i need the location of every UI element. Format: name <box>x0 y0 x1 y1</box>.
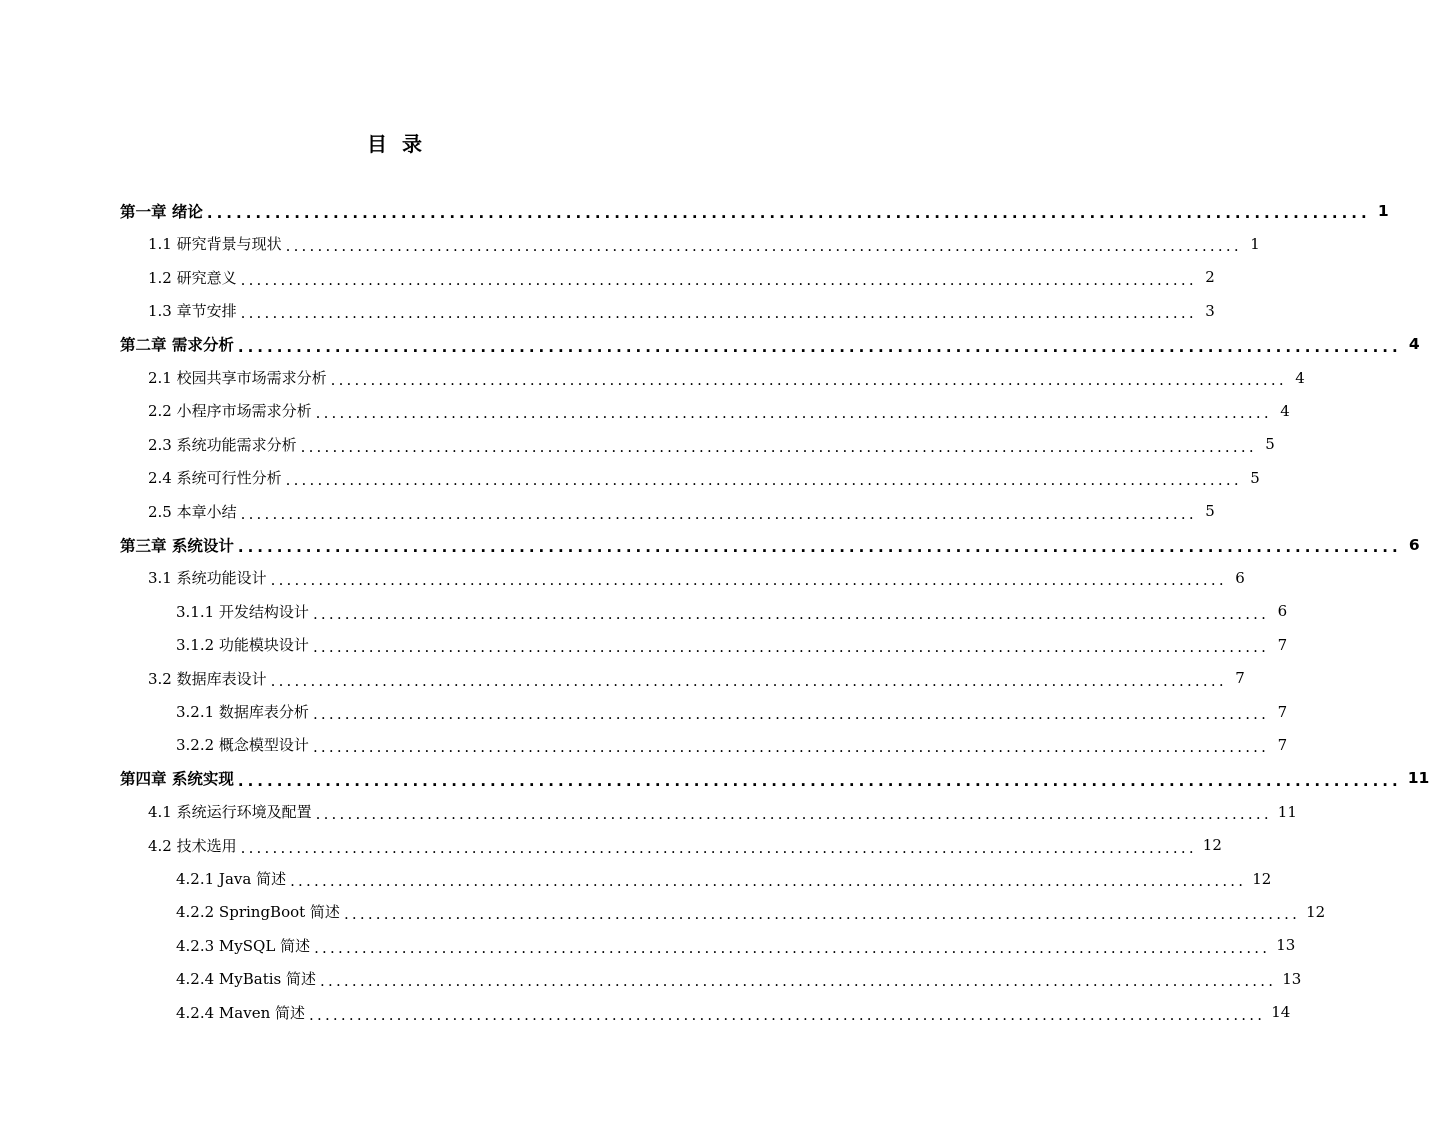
toc-section-entry[interactable] <box>176 595 1288 628</box>
toc-entry-page: 4 <box>1280 401 1290 420</box>
toc-leader-dots: ........................................................................................................................ <box>240 304 1197 323</box>
toc-leader-dots: ........................................................................................................................ <box>320 972 1277 991</box>
toc-entry-page: 12 <box>1252 869 1272 888</box>
toc-entry-label: 2.1 校园共享市场需求分析 <box>148 369 327 387</box>
toc-entry-page: 7 <box>1277 735 1288 754</box>
toc-leader-dots: ........................................................................................................................ <box>237 771 1402 790</box>
toc-entry-label: 3.1.1 开发结构设计 <box>176 602 309 621</box>
toc-entry-label: 第四章 系统实现 <box>120 770 234 789</box>
toc-section-entry[interactable] <box>176 862 1272 895</box>
toc-entry-label: 1.1 研究背景与现状 <box>148 235 282 254</box>
toc-entry-page: 11 <box>1407 769 1429 788</box>
toc-entry-label: 4.2.3 MySQL 简述 <box>176 936 311 955</box>
toc-leader-dots: ........................................................................................................................ <box>240 270 1197 289</box>
toc-section-entry[interactable] <box>148 461 1260 494</box>
toc-entry-page: 12 <box>1202 836 1222 855</box>
toc-entry-label: 2.3 系统功能需求分析 <box>148 435 297 454</box>
toc-entry-page: 6 <box>1408 535 1420 554</box>
toc-leader-dots: ........................................................................................................................ <box>237 538 1402 556</box>
toc-leader-dots: ........................................................................................................................ <box>314 938 1271 957</box>
toc-section-entry[interactable] <box>176 695 1288 728</box>
toc-leader-dots: ........................................................................................................................ <box>237 337 1402 356</box>
toc-entry-page: 1 <box>1377 201 1389 220</box>
toc-leader-dots: ........................................................................................................................ <box>312 638 1270 657</box>
toc-leader-dots: ........................................................................................................................ <box>309 1005 1266 1024</box>
toc-entry-page: 4 <box>1408 335 1420 354</box>
toc-chapter-entry[interactable] <box>120 194 1389 227</box>
toc-section-entry[interactable] <box>176 628 1288 661</box>
toc-entry-label: 2.2 小程序市场需求分析 <box>148 402 312 421</box>
toc-entry-page: 13 <box>1276 936 1296 955</box>
toc-leader-dots: ........................................................................................................................ <box>240 838 1197 857</box>
toc-entry-page: 12 <box>1306 902 1326 921</box>
toc-entry-label: 3.1.2 功能模块设计 <box>176 636 309 655</box>
toc-chapter-entry[interactable] <box>120 328 1420 361</box>
toc-section-entry[interactable] <box>148 662 1245 695</box>
toc-entry-label: 2.5 本章小结 <box>148 502 237 521</box>
toc-section-entry[interactable] <box>148 561 1245 594</box>
toc-leader-dots: ........................................................................................................................ <box>270 571 1227 590</box>
toc-leader-dots: ........................................................................................................................ <box>240 504 1197 523</box>
toc-entry-page: 6 <box>1277 602 1288 621</box>
toc-entry-label: 4.1 系统运行环境及配置 <box>148 803 312 822</box>
toc-leader-dots: ........................................................................................................................ <box>285 237 1242 256</box>
toc-leader-dots: ........................................................................................................................ <box>206 204 1371 222</box>
toc-leader-dots: ........................................................................................................................ <box>315 404 1272 423</box>
toc-leader-dots: ........................................................................................................................ <box>300 437 1257 456</box>
toc-entry-page: 3 <box>1205 301 1215 320</box>
toc-entry-label: 1.3 章节安排 <box>148 302 237 321</box>
toc-entry-label: 3.2.2 概念模型设计 <box>176 736 309 755</box>
toc-section-entry[interactable] <box>176 929 1296 962</box>
toc-entry-label: 4.2 技术选用 <box>148 836 237 855</box>
toc-entry-page: 5 <box>1265 435 1275 454</box>
toc-entry-label: 第一章 绪论 <box>120 202 203 221</box>
toc-leader-dots: ........................................................................................................................ <box>343 905 1301 924</box>
toc-leader-dots: ........................................................................................................................ <box>290 872 1247 890</box>
toc-leader-dots: ........................................................................................................................ <box>330 371 1287 389</box>
toc-entry-label: 1.2 研究意义 <box>148 268 237 287</box>
toc-entry-label: 4.2.4 MyBatis 简述 <box>176 970 317 989</box>
toc-section-entry[interactable] <box>148 428 1275 461</box>
toc-section-entry[interactable] <box>148 495 1215 528</box>
toc-entry-label: 2.4 系统可行性分析 <box>148 469 282 488</box>
toc-entry-label: 3.2.1 数据库表分析 <box>176 703 309 721</box>
toc-entry-label: 第三章 系统设计 <box>120 536 234 555</box>
toc-section-entry[interactable] <box>148 227 1260 260</box>
toc-entry-page: 2 <box>1205 268 1215 287</box>
toc-entry-page: 4 <box>1295 368 1305 387</box>
toc-section-entry[interactable] <box>148 394 1290 427</box>
toc-entry-page: 5 <box>1250 468 1260 487</box>
toc-section-entry[interactable] <box>148 829 1222 862</box>
toc-entry-page: 5 <box>1205 502 1215 521</box>
toc-section-entry[interactable] <box>148 261 1215 294</box>
toc-entry-label: 3.2 数据库表设计 <box>148 669 267 688</box>
toc-leader-dots: ........................................................................................................................ <box>315 805 1272 824</box>
toc-section-entry[interactable] <box>176 895 1326 928</box>
toc-entry-label: 4.2.4 Maven 简述 <box>176 1003 306 1022</box>
toc-entry-page: 14 <box>1271 1003 1291 1022</box>
toc-entry-page: 1 <box>1250 234 1260 253</box>
toc-section-entry[interactable] <box>176 962 1302 995</box>
toc-entry-page: 7 <box>1277 702 1288 721</box>
toc-entry-page: 11 <box>1277 802 1297 821</box>
toc-entry-label: 4.2.1 Java 简述 <box>176 870 287 888</box>
toc-entry-label: 3.1 系统功能设计 <box>148 569 267 588</box>
toc-entry-page: 6 <box>1235 568 1245 587</box>
toc-leader-dots: ........................................................................................................................ <box>312 604 1270 623</box>
toc-entry-page: 7 <box>1235 669 1245 688</box>
toc-chapter-entry[interactable] <box>120 762 1429 795</box>
toc-leader-dots: ........................................................................................................................ <box>312 705 1270 723</box>
toc-section-entry[interactable] <box>176 996 1291 1029</box>
toc-section-entry[interactable] <box>148 294 1215 327</box>
toc-leader-dots: ........................................................................................................................ <box>270 671 1227 690</box>
toc-section-entry[interactable] <box>148 361 1305 394</box>
toc-entry-page: 7 <box>1277 635 1288 654</box>
toc-entry-label: 第二章 需求分析 <box>120 336 234 355</box>
toc-entry-label: 4.2.2 SpringBoot 简述 <box>176 903 340 922</box>
toc-entry-page: 13 <box>1282 969 1302 988</box>
toc-leader-dots: ........................................................................................................................ <box>285 471 1242 490</box>
toc-chapter-entry[interactable] <box>120 528 1420 561</box>
toc-leader-dots: ........................................................................................................................ <box>312 738 1270 757</box>
toc-section-entry[interactable] <box>176 728 1288 761</box>
toc-section-entry[interactable] <box>148 795 1297 828</box>
page-title: 目 录 <box>367 132 426 156</box>
